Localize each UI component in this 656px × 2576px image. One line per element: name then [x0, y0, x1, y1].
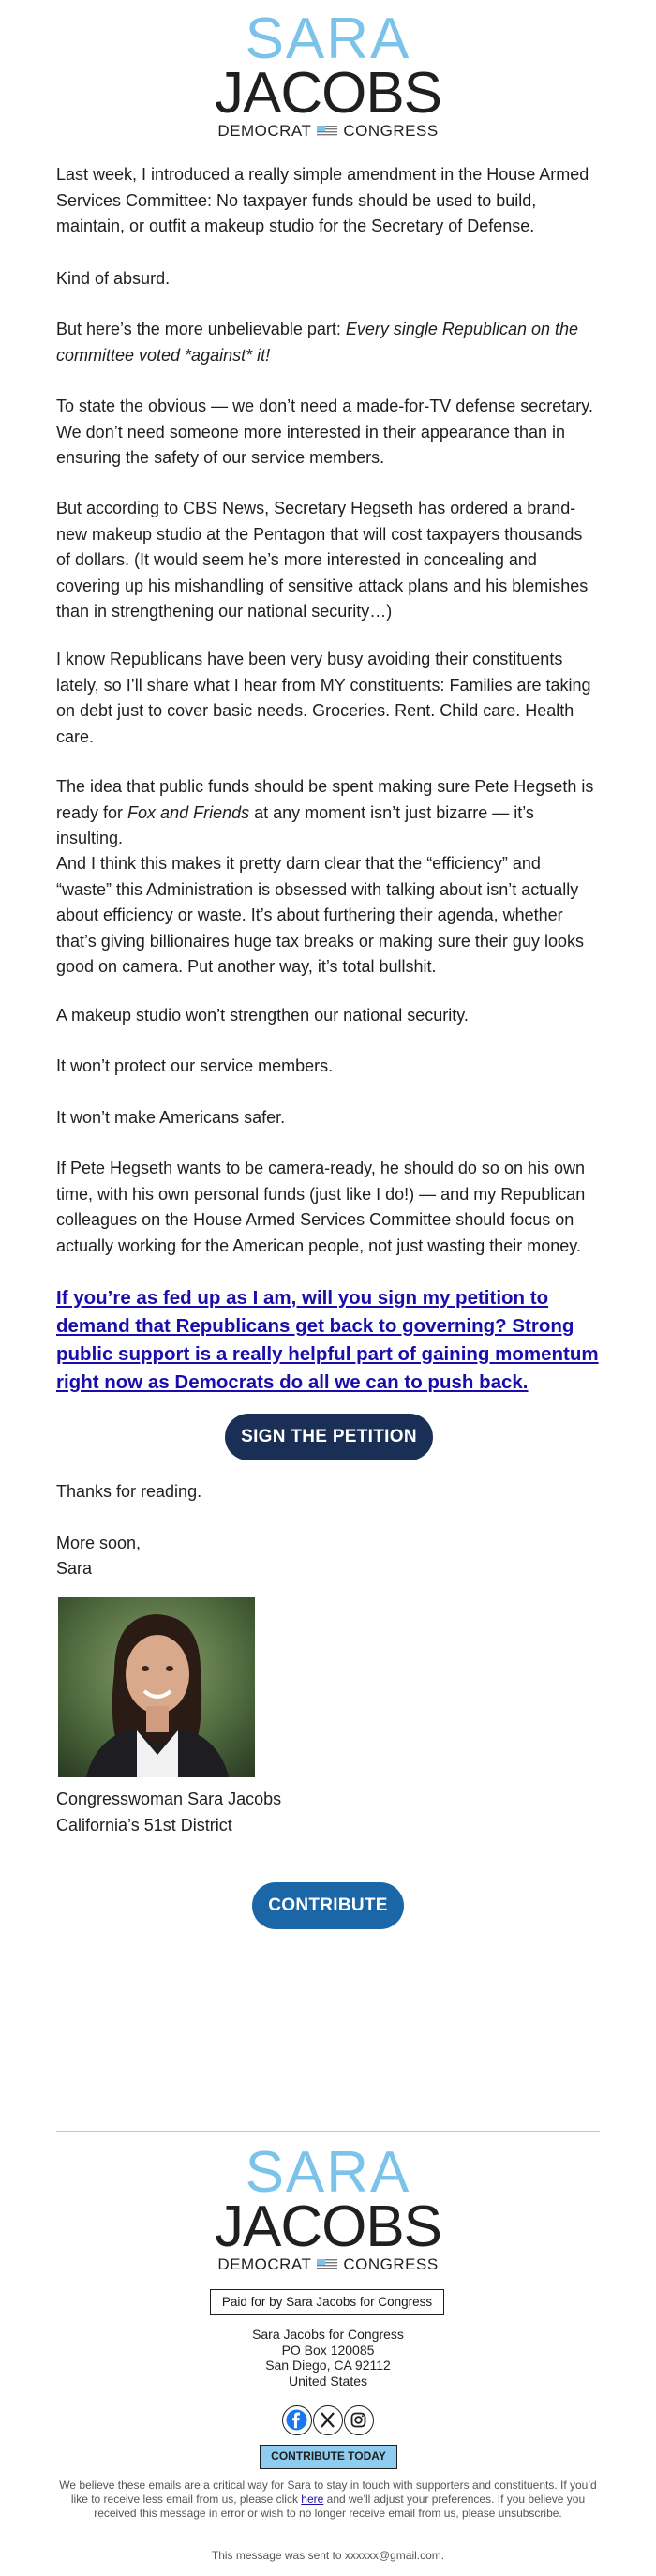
body-paragraph-6: I know Republicans have been very busy avoiding their constituents lately, so I’ll share what I hear from MY constituents: Families are taking on debt just to cover basic needs. Groceries. Rent. Child care. Health care.	[56, 650, 591, 746]
address-line: United States	[288, 2373, 368, 2389]
instagram-icon[interactable]	[344, 2405, 374, 2435]
body-paragraph-7	[56, 774, 600, 852]
p3-plain: But here’s the more unbelievable part:	[56, 320, 346, 338]
footer-logo	[0, 2140, 656, 2274]
p7-b: at any moment isn’t just bizarre — it’s insulting.	[56, 802, 534, 847]
body-paragraph-8: And I think this makes it pretty darn clear that the “efficiency” and “waste” this Administration is obsessed with talking about isn’t actually about efficiency or waste. It’s about furthering their agenda, whether that’s giving billionaires huge tax breaks or making sure their guy looks good on camera. Put another way, it’s total bullshit.	[56, 854, 584, 976]
contribute-today-button[interactable]: CONTRIBUTE TODAY	[260, 2445, 397, 2469]
p3-italic: Every single Republican on the committee voted *against* it!	[56, 320, 579, 365]
footer-logo-last-name: JACOBS	[214, 2194, 442, 2259]
petition-link[interactable]: If you’re as fed up as I am, will you sign my petition to demand that Republicans get back to governing? Strong public support is a really helpful part of gaining momentum right now as Democrats do all we can to push back.	[56, 1287, 599, 1393]
address-line: Sara Jacobs for Congress	[252, 2327, 404, 2342]
closing-more-soon: More soon,	[56, 1534, 142, 1552]
body-paragraph-12: If Pete Hegseth wants to be camera-ready, he should do so on his own time, with his own personal funds (just like I do!) — and my Republican colleagues on the House Armed Services Committee should focus on actually working for the American people, not just wasting their money.	[56, 1159, 586, 1255]
facebook-icon[interactable]	[282, 2405, 312, 2435]
body-paragraph-9: A makeup studio won’t strengthen our national security.	[56, 1006, 469, 1025]
footer-divider	[56, 2131, 600, 2132]
signature-title: Congresswoman Sara Jacobs	[56, 1790, 282, 1808]
body-paragraph-10: It won’t protect our service members.	[56, 1056, 334, 1075]
logo-tagline-right: CONGRESS	[343, 122, 439, 140]
mailing-address	[0, 2327, 656, 2389]
flag-icon	[317, 126, 337, 137]
body-paragraph-3	[56, 317, 600, 368]
contribute-button[interactable]: CONTRIBUTE	[252, 1882, 404, 1929]
disclaimer-text-a: We believe these emails are a critical way for Sara to stay in touch with supporters and constituents. If you’d like to receive less email from us, please click	[59, 2479, 597, 2506]
x-icon[interactable]	[313, 2405, 343, 2435]
logo-tagline-left: DEMOCRAT	[217, 122, 312, 140]
p7-italic: Fox and Friends	[127, 802, 250, 822]
paid-for-notice: Paid for by Sara Jacobs for Congress	[210, 2289, 444, 2315]
footer-logo-first-name: SARA	[245, 2140, 411, 2205]
footer-tagline-left: DEMOCRAT	[217, 2255, 312, 2273]
body-paragraph-2: Kind of absurd.	[56, 269, 171, 288]
closing-name: Sara	[56, 1559, 93, 1578]
header-logo	[0, 7, 656, 141]
preferences-link[interactable]: here	[301, 2493, 324, 2506]
sara-jacobs-portrait	[58, 1597, 255, 1777]
signature-district: California’s 51st District	[56, 1816, 232, 1835]
sign-petition-button[interactable]: SIGN THE PETITION	[225, 1414, 433, 1460]
p7-a: The idea that public funds should be spent making sure Pete Hegseth is ready for	[56, 777, 594, 822]
closing-thanks: Thanks for reading.	[56, 1482, 202, 1501]
body-paragraph-1: Last week, I introduced a really simple amendment in the House Armed Services Committee: No taxpayer funds should be used to build, maintain, or outfit a makeup studio for the Secretary of Defense.	[56, 165, 589, 235]
logo-last-name: JACOBS	[214, 61, 442, 126]
sent-to-notice: This message was sent to xxxxxx@gmail.com.	[211, 2549, 445, 2562]
body-paragraph-4: To state the obvious — we don’t need a made-for-TV defense secretary. We don’t need someone more interested in their appearance than in ensuring the safety of our service members.	[56, 397, 593, 467]
logo-first-name: SARA	[245, 7, 411, 71]
disclaimer-text-b: and we’ll adjust your preferences. If you believe you received this message in error or wish to no longer receive email from us, please unsubscribe.	[94, 2493, 586, 2520]
flag-icon	[317, 2259, 337, 2270]
footer-tagline-right: CONGRESS	[343, 2255, 439, 2273]
body-paragraph-11: It won’t make Americans safer.	[56, 1108, 286, 1127]
address-line: San Diego, CA 92112	[265, 2358, 391, 2373]
unsubscribe-disclaimer	[54, 2479, 602, 2521]
address-line: PO Box 120085	[281, 2342, 375, 2358]
body-paragraph-5: But according to CBS News, Secretary Hegseth has ordered a brand-new makeup studio at the Pentagon that will cost taxpayers thousands of dollars. (It would seem he’s more interested in concealing and covering up his mishandling of sensitive attack plans and his blemishes than in strengthening our national security…)	[56, 499, 589, 621]
